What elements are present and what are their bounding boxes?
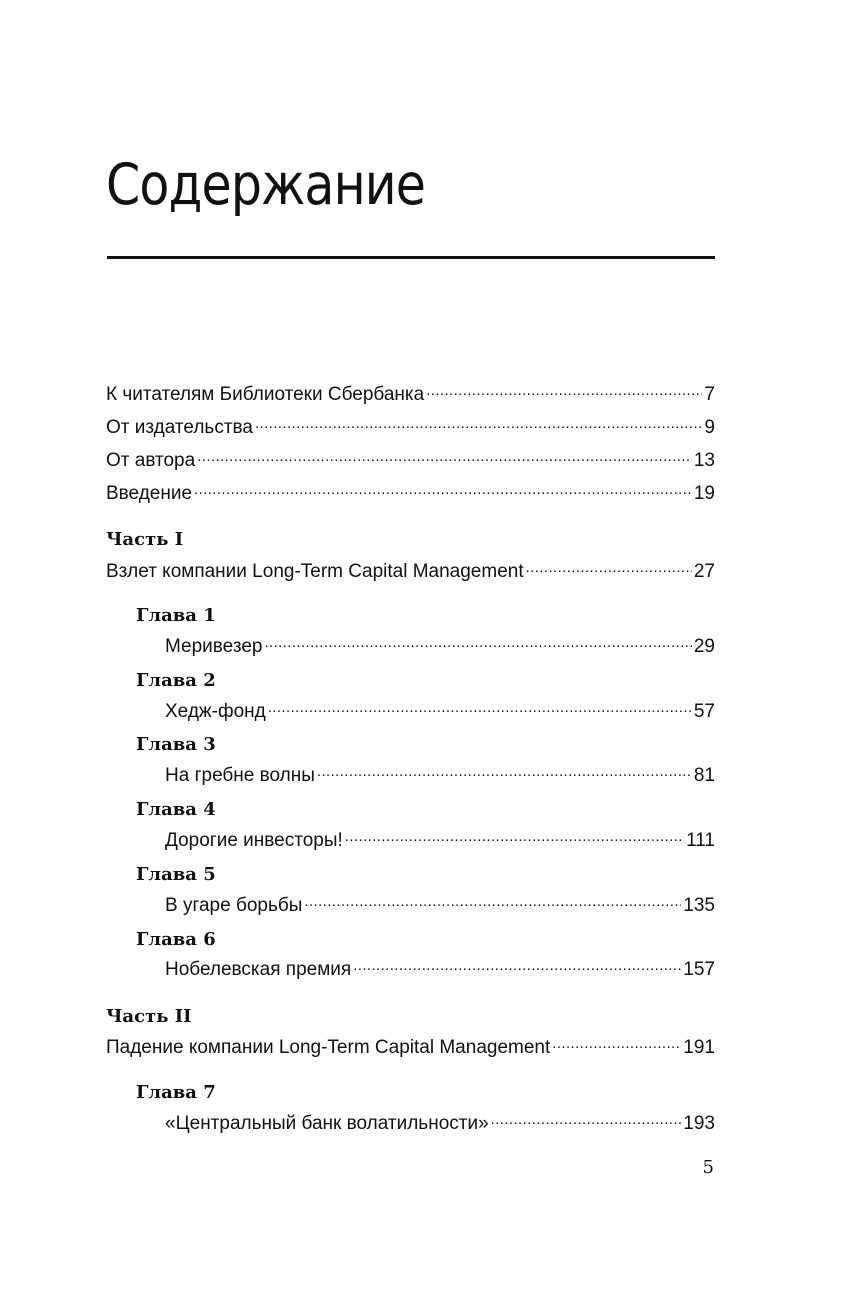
title-rule — [107, 256, 715, 259]
part-2-heading: Часть II — [106, 1006, 192, 1027]
toc-entry-label: От автора — [106, 450, 196, 471]
leader-dots — [317, 759, 692, 781]
toc-entry-readers[interactable] — [106, 378, 715, 405]
toc-entry-page: 19 — [693, 483, 715, 504]
leader-dots — [264, 630, 691, 652]
toc-entry-author[interactable] — [106, 444, 715, 471]
toc-entry-page: 57 — [693, 701, 715, 722]
toc-entry-chapter-4[interactable] — [165, 824, 715, 851]
page-title: Содержание — [106, 152, 426, 218]
toc-entry-part-2[interactable] — [106, 1031, 715, 1058]
leader-dots — [194, 477, 692, 499]
toc-entry-label: К читателям Библиотеки Сбербанка — [106, 384, 425, 405]
toc-entry-chapter-1[interactable] — [165, 630, 715, 657]
toc-entry-page: 157 — [683, 959, 715, 980]
toc-entry-page: 9 — [704, 417, 715, 438]
toc-entry-label: Взлет компании Long-Term Capital Management — [106, 561, 524, 582]
toc-entry-chapter-7[interactable] — [165, 1107, 715, 1134]
toc-entry-page: 81 — [693, 765, 715, 786]
toc-entry-label: «Центральный банк волатильности» — [165, 1113, 489, 1134]
toc-entry-page: 27 — [693, 561, 715, 582]
part-1-heading: Часть I — [106, 529, 184, 550]
toc-entry-chapter-2[interactable] — [165, 695, 715, 722]
toc-entry-label: В угаре борьбы — [165, 895, 303, 916]
leader-dots — [526, 555, 692, 577]
leader-dots — [268, 695, 692, 717]
chapter-6-heading: Глава 6 — [136, 929, 216, 950]
toc-entry-part-1[interactable] — [106, 555, 715, 582]
toc-entry-chapter-5[interactable] — [165, 889, 715, 916]
toc-entry-label: Дорогие инвесторы! — [165, 830, 343, 851]
toc-entry-label: Меривезер — [165, 636, 263, 657]
toc-entry-page: 29 — [693, 636, 715, 657]
toc-entry-intro[interactable] — [106, 477, 715, 504]
leader-dots — [353, 953, 681, 975]
chapter-3-heading: Глава 3 — [136, 734, 216, 755]
leader-dots — [345, 824, 684, 846]
chapter-5-heading: Глава 5 — [136, 864, 216, 885]
chapter-7-heading: Глава 7 — [136, 1082, 216, 1103]
chapter-4-heading: Глава 4 — [136, 799, 216, 820]
leader-dots — [255, 411, 702, 433]
toc-entry-label: От издательства — [106, 417, 253, 438]
chapter-1-heading: Глава 1 — [136, 605, 216, 626]
page-number: 5 — [702, 1157, 714, 1178]
toc-entry-page: 7 — [704, 384, 715, 405]
leader-dots — [197, 444, 692, 466]
toc-entry-page: 13 — [693, 450, 715, 471]
toc-entry-label: Введение — [106, 483, 193, 504]
chapter-2-heading: Глава 2 — [136, 670, 216, 691]
toc-entry-page: 135 — [683, 895, 715, 916]
toc-entry-page: 191 — [683, 1037, 715, 1058]
leader-dots — [491, 1107, 682, 1129]
toc-entry-publisher[interactable] — [106, 411, 715, 438]
leader-dots — [552, 1031, 681, 1053]
toc-entry-page: 111 — [686, 830, 715, 851]
toc-entry-label: Падение компании Long-Term Capital Management — [106, 1037, 551, 1058]
leader-dots — [304, 889, 681, 911]
toc-entry-label: Нобелевская премия — [165, 959, 352, 980]
toc-entry-page: 193 — [683, 1113, 715, 1134]
toc-entry-chapter-3[interactable] — [165, 759, 715, 786]
toc-entry-label: На гребне волны — [165, 765, 315, 786]
toc-entry-chapter-6[interactable] — [165, 953, 715, 980]
leader-dots — [426, 378, 702, 400]
toc-entry-label: Хедж-фонд — [165, 701, 266, 722]
